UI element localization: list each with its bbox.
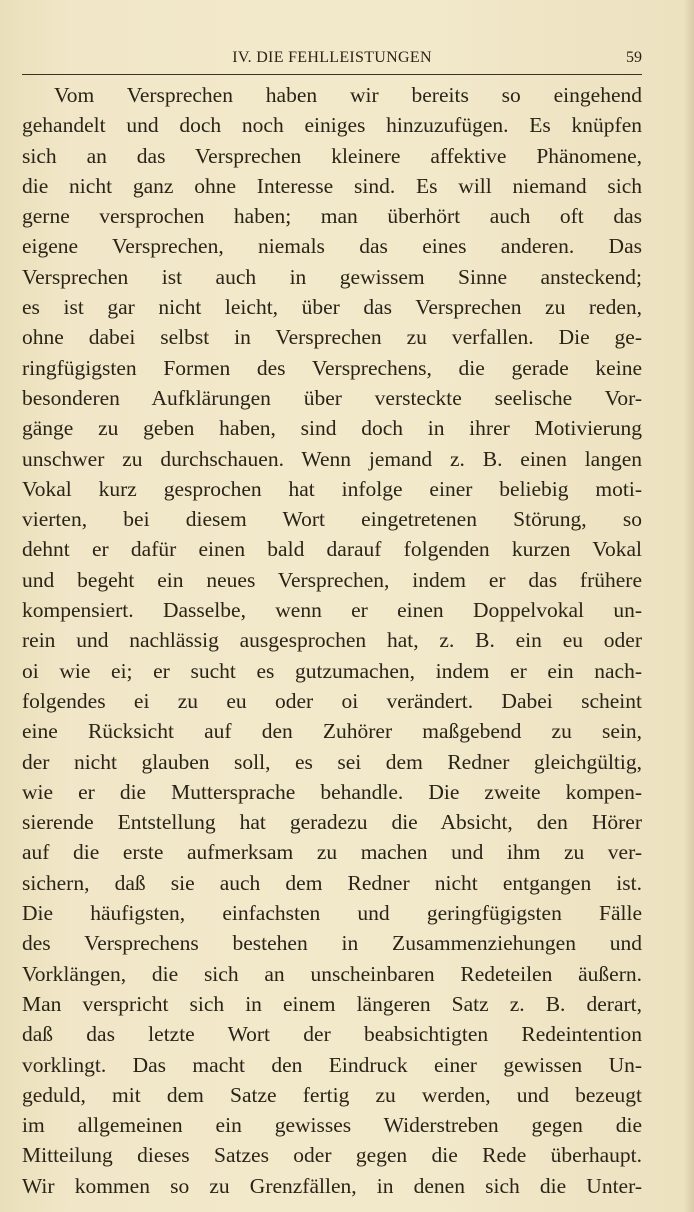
text-line: Man verspricht sich in einem längeren Satz z. B. derart, [22, 991, 642, 1016]
text-line: gehandelt und doch noch einiges hinzuzufügen. Es knüpfen [22, 113, 642, 138]
text-line: es ist gar nicht leicht, über das Versprechen zu reden, [22, 295, 642, 320]
text-line: der nicht glauben soll, es sei dem Redner gleichgültig, [22, 749, 642, 774]
text-line: besonderen Aufklärungen über versteckte seelische Vor- [22, 385, 642, 410]
page-number: 59 [626, 49, 642, 66]
text-line: folgendes ei zu eu oder oi verändert. Dabei scheint [22, 688, 642, 713]
text-line: gänge zu geben haben, sind doch in ihrer Motivierung [22, 416, 642, 441]
text-line: rein und nachlässig ausgesprochen hat, z. B. ein eu oder [22, 628, 642, 653]
body-text [22, 80, 642, 1201]
text-line: vierten, bei diesem Wort eingetretenen Störung, so [22, 507, 642, 532]
text-line: die nicht ganz ohne Interesse sind. Es will niemand sich [22, 173, 642, 198]
text-line: Vorklängen, die sich an unscheinbaren Redeteilen äußern. [22, 961, 642, 986]
text-line: oi wie ei; er sucht es gutzumachen, indem er ein nach- [22, 658, 642, 683]
text-line: Versprechen ist auch in gewissem Sinne ansteckend; [22, 264, 642, 289]
page-header [22, 46, 642, 75]
text-line: ringfügigsten Formen des Versprechens, die gerade keine [22, 355, 642, 380]
text-line: ohne dabei selbst in Versprechen zu verfallen. Die ge- [22, 325, 642, 350]
text-line: vorklingt. Das macht den Eindruck einer gewissen Un- [22, 1052, 642, 1077]
text-line: und begeht ein neues Versprechen, indem er das frühere [22, 567, 642, 592]
text-line: sich an das Versprechen kleinere affektive Phänomene, [22, 143, 642, 168]
text-line: sierende Entstellung hat geradezu die Absicht, den Hörer [22, 810, 642, 835]
running-title: IV. DIE FEHLLEISTUNGEN [232, 49, 432, 66]
text-line: wie er die Muttersprache behandle. Die zweite kompen- [22, 779, 642, 804]
text-line: Die häufigsten, einfachsten und geringfügigsten Fälle [22, 901, 642, 926]
text-line: eigene Versprechen, niemals das eines anderen. Das [22, 234, 642, 259]
text-line: unschwer zu durchschauen. Wenn jemand z. B. einen langen [22, 446, 642, 471]
text-line: sichern, daß sie auch dem Redner nicht entgangen ist. [22, 870, 642, 895]
page-edge-shadow [684, 0, 694, 1212]
text-line: des Versprechens bestehen in Zusammenziehungen und [22, 931, 642, 956]
text-line: Wir kommen so zu Grenzfällen, in denen sich die Unter- [22, 1173, 642, 1198]
text-line: Vokal kurz gesprochen hat infolge einer beliebig moti- [22, 476, 642, 501]
text-line: eine Rücksicht auf den Zuhörer maßgebend zu sein, [22, 719, 642, 744]
text-line: gerne versprochen haben; man überhört auch oft das [22, 204, 642, 229]
text-line: kompensiert. Dasselbe, wenn er einen Doppelvokal un- [22, 598, 642, 623]
text-line: geduld, mit dem Satze fertig zu werden, und bezeugt [22, 1082, 642, 1107]
text-line: Vom Versprechen haben wir bereits so eingehend [54, 83, 642, 107]
text-line: dehnt er dafür einen bald darauf folgenden kurzen Vokal [22, 537, 642, 562]
text-line: daß das letzte Wort der beabsichtigten Redeintention [22, 1022, 642, 1047]
text-line: im allgemeinen ein gewisses Widerstreben gegen die [22, 1113, 642, 1138]
text-line: auf die erste aufmerksam zu machen und ihm zu ver- [22, 840, 642, 865]
text-line: Mitteilung dieses Satzes oder gegen die Rede überhaupt. [22, 1143, 642, 1168]
